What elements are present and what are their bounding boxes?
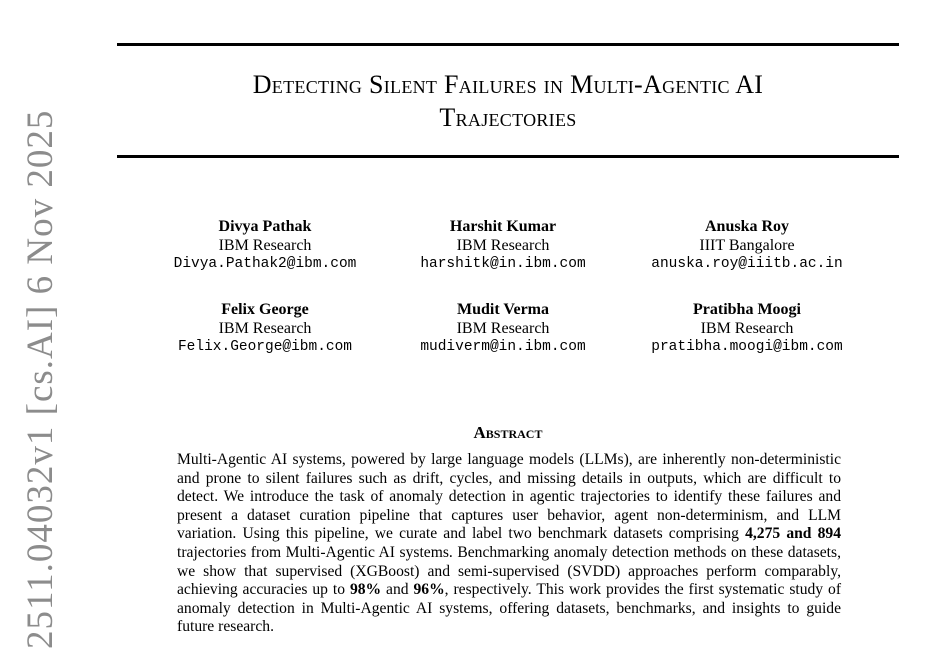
abstract-heading: Abstract <box>473 423 543 442</box>
abstract-bold-accuracy: 96% <box>413 581 445 599</box>
abstract-text: trajectories from Multi-Agentic AI systems. Benchmarking anomaly detection methods on these datasets, we show that supervised (XGBoost) and semi-supervised (SVDD) approaches perform comparably, achieving accuracies up to <box>177 543 841 599</box>
abstract-bold-count: 4,275 and 894 <box>745 525 841 543</box>
author-block <box>373 217 633 274</box>
author-name: Harshit Kumar <box>449 218 557 235</box>
author-email: mudiverm@in.ibm.com <box>420 339 586 355</box>
title-rule-top <box>117 43 899 46</box>
author-affiliation: IBM Research <box>218 237 312 254</box>
author-name: Pratibha Moogi <box>693 301 801 318</box>
title-line-1: Detecting Silent Failures in Multi-Agentic AI <box>252 70 764 99</box>
abstract-text: Multi-Agentic AI systems, powered by large language models (LLMs), are inherently non-deterministic and prone to silent failures such as drift, cycles, and missing details in outputs, which are difficult to detect. We introduce the task of anomaly detection in agentic trajectories to identify these failures and present a dataset curation pipeline that captures user behavior, agent non-determinism, and LLM variation. Using this pipeline, we curate and label two benchmark datasets comprising <box>177 451 841 543</box>
author-email: Divya.Pathak2@ibm.com <box>173 256 357 272</box>
abstract-text: , respectively. This work provides the first systematic study of anomaly detection in Multi-Agentic AI systems, offering datasets, benchmarks, and insights to guide future research. <box>177 581 842 636</box>
abstract-text: and <box>381 581 414 599</box>
title-line-2: Trajectories <box>439 103 577 132</box>
author-block <box>135 300 395 357</box>
paper-title <box>117 68 899 134</box>
author-name: Felix George <box>221 301 309 318</box>
author-name: Mudit Verma <box>457 301 549 318</box>
author-block <box>617 217 877 274</box>
author-block <box>617 300 877 357</box>
author-affiliation: IBM Research <box>456 320 550 337</box>
author-email: harshitk@in.ibm.com <box>420 256 586 272</box>
author-block <box>135 217 395 274</box>
author-affiliation: IBM Research <box>700 320 794 337</box>
abstract-body <box>177 451 841 637</box>
arxiv-identifier-stamp: 2511.04032v1 [cs.AI] 6 Nov 2025 <box>20 109 61 649</box>
abstract-bold-accuracy: 98% <box>349 581 382 599</box>
author-affiliation: IBM Research <box>456 237 550 254</box>
author-email: pratibha.moogi@ibm.com <box>651 339 843 355</box>
author-affiliation: IBM Research <box>218 320 312 337</box>
author-name: Divya Pathak <box>218 218 312 235</box>
author-affiliation: IIIT Bangalore <box>699 237 795 254</box>
author-email: Felix.George@ibm.com <box>177 339 353 355</box>
author-name: Anuska Roy <box>704 218 790 235</box>
author-block <box>373 300 633 357</box>
title-rule-bottom <box>117 155 899 158</box>
author-email: anuska.roy@iiitb.ac.in <box>651 256 843 272</box>
